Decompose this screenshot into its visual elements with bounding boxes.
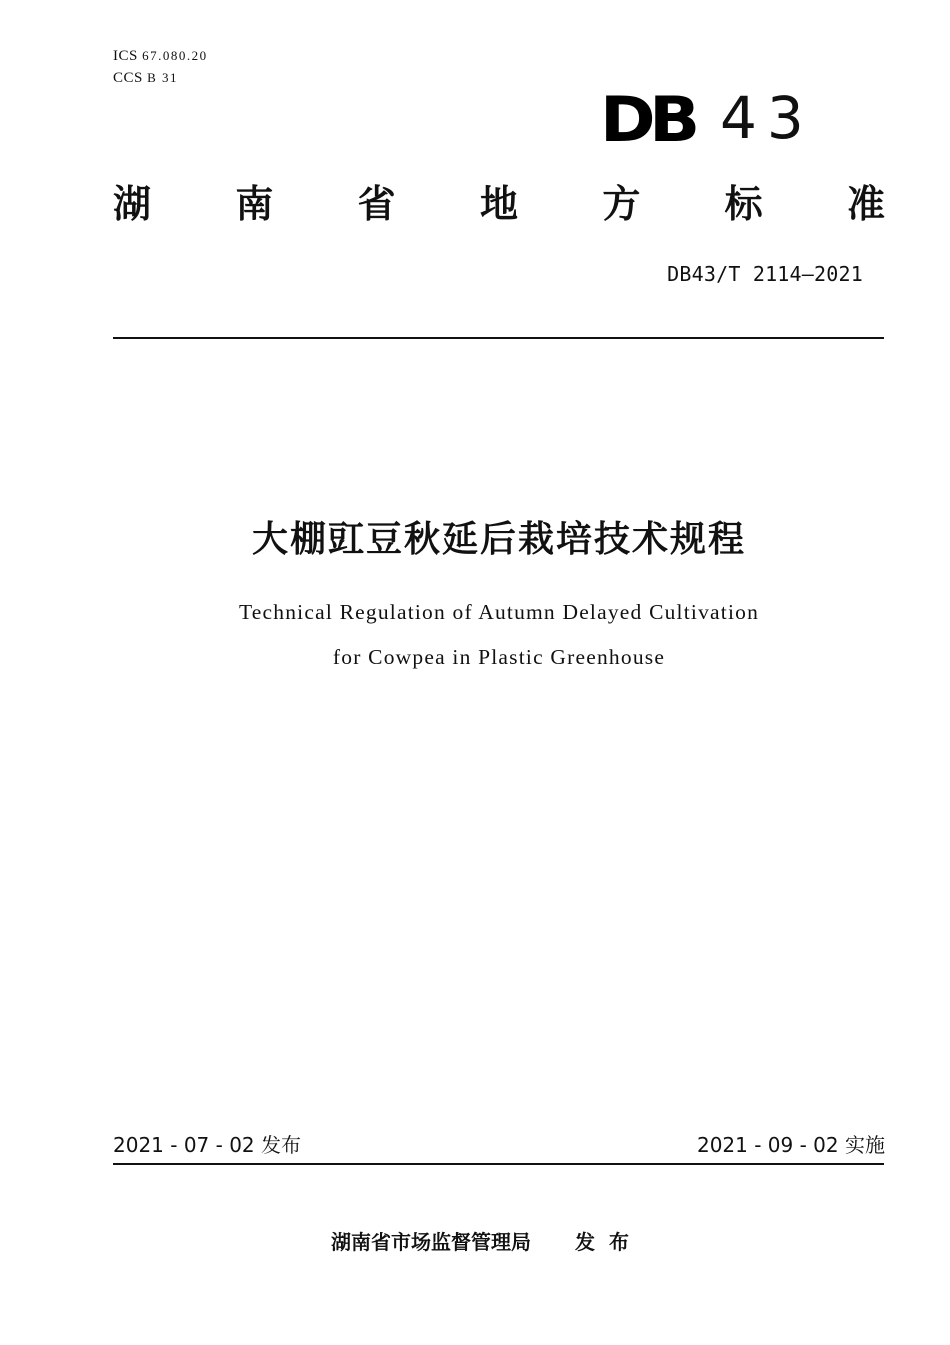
standard-type-char: 方 bbox=[602, 182, 641, 226]
db-logo-mark: DB bbox=[600, 83, 694, 156]
implement-date: 2021 - 09 - 02 实施 bbox=[696, 1133, 885, 1157]
standard-type-char: 准 bbox=[846, 182, 885, 226]
top-divider bbox=[113, 337, 884, 339]
date-row bbox=[113, 1130, 885, 1160]
standard-type-char: 标 bbox=[724, 182, 763, 226]
title-chinese: 大棚豇豆秋延后栽培技术规程 bbox=[251, 519, 746, 560]
standard-type-heading bbox=[113, 178, 885, 230]
title-english-line-1: Technical Regulation of Autumn Delayed Cultivation bbox=[238, 600, 760, 624]
ccs-code: B 31 bbox=[147, 70, 179, 85]
ics-label: ICS bbox=[113, 48, 138, 64]
ccs-label: CCS bbox=[113, 70, 143, 86]
province-code: 43 bbox=[720, 84, 814, 152]
db-logo bbox=[600, 83, 814, 156]
ics-code: 67.080.20 bbox=[142, 48, 208, 63]
issuer-line bbox=[0, 1227, 950, 1257]
ics-line bbox=[113, 45, 208, 67]
issuer-action: 发布 bbox=[575, 1230, 643, 1254]
standard-type-char: 湖 bbox=[113, 182, 152, 226]
classification-codes bbox=[113, 45, 208, 89]
publish-date: 2021 - 07 - 02 发布 bbox=[113, 1133, 302, 1157]
bottom-divider bbox=[113, 1163, 884, 1165]
ccs-line bbox=[113, 67, 208, 89]
standard-number: DB43/T 2114—2021 bbox=[667, 262, 863, 286]
issuer-name: 湖南省市场监督管理局 bbox=[331, 1230, 531, 1254]
title-english-line-2: for Cowpea in Plastic Greenhouse bbox=[332, 645, 666, 669]
standard-type-char: 省 bbox=[357, 182, 396, 226]
standard-type-char: 南 bbox=[235, 182, 274, 226]
standard-type-char: 地 bbox=[479, 182, 518, 226]
